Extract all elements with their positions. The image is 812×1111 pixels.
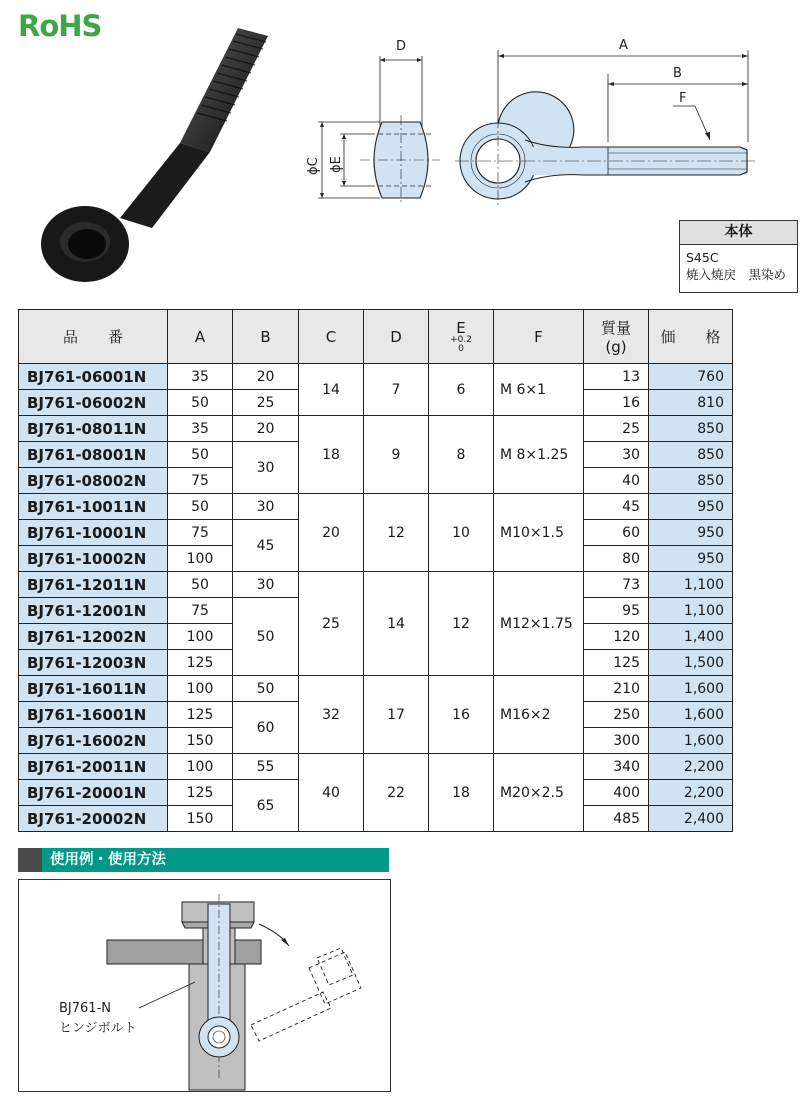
dim-c-cell: 14	[299, 364, 364, 416]
dim-c-cell: 18	[299, 416, 364, 494]
price-cell: 850	[649, 442, 733, 468]
dim-a-cell: 50	[168, 442, 233, 468]
dim-b-cell: 25	[233, 390, 299, 416]
dim-e-cell: 12	[429, 572, 494, 676]
dim-phic-label: ϕC	[306, 157, 321, 175]
price-cell: 1,100	[649, 572, 733, 598]
dim-d-cell: 12	[364, 494, 429, 572]
dim-d-cell: 14	[364, 572, 429, 676]
dim-a-cell: 100	[168, 754, 233, 780]
part-number-cell: BJ761-08001N	[19, 442, 168, 468]
mass-cell: 45	[584, 494, 649, 520]
dim-a-cell: 100	[168, 676, 233, 702]
dim-e-cell: 8	[429, 416, 494, 494]
usage-section-title: 使用例・使用方法	[50, 852, 166, 868]
col-header-part-no: 品 番	[19, 310, 168, 364]
usage-illustration	[18, 879, 391, 1092]
dim-f-label: F	[679, 91, 687, 106]
price-cell: 2,400	[649, 806, 733, 832]
price-cell: 1,600	[649, 728, 733, 754]
dim-a-cell: 75	[168, 520, 233, 546]
dim-d-cell: 7	[364, 364, 429, 416]
mass-cell: 485	[584, 806, 649, 832]
col-header-f: F	[494, 310, 584, 364]
dim-a-cell: 75	[168, 468, 233, 494]
dim-e-cell: 10	[429, 494, 494, 572]
col-header-d: D	[364, 310, 429, 364]
mass-cell: 16	[584, 390, 649, 416]
part-number-cell: BJ761-20001N	[19, 780, 168, 806]
table-row	[19, 494, 733, 520]
price-cell: 950	[649, 546, 733, 572]
thread-f-cell: M 8×1.25	[494, 416, 584, 494]
dim-a-cell: 125	[168, 702, 233, 728]
part-number-cell: BJ761-12011N	[19, 572, 168, 598]
dim-d-label: D	[396, 39, 407, 54]
dim-a-cell: 35	[168, 416, 233, 442]
price-cell: 2,200	[649, 780, 733, 806]
dim-a-cell: 75	[168, 598, 233, 624]
dim-e-cell: 16	[429, 676, 494, 754]
rohs-logo-text: RoHS	[18, 9, 102, 42]
dim-b-label: B	[673, 66, 682, 81]
price-cell: 950	[649, 520, 733, 546]
mass-cell: 95	[584, 598, 649, 624]
part-number-cell: BJ761-16002N	[19, 728, 168, 754]
dim-a-cell: 50	[168, 572, 233, 598]
mass-cell: 73	[584, 572, 649, 598]
price-cell: 810	[649, 390, 733, 416]
dim-b-cell: 20	[233, 416, 299, 442]
mass-cell: 210	[584, 676, 649, 702]
price-cell: 1,100	[649, 598, 733, 624]
usage-section-header	[18, 848, 389, 872]
mass-cell: 250	[584, 702, 649, 728]
dim-d-cell: 9	[364, 416, 429, 494]
dim-c-cell: 20	[299, 494, 364, 572]
table-row	[19, 572, 733, 598]
dim-b-cell: 30	[233, 572, 299, 598]
part-number-cell: BJ761-12001N	[19, 598, 168, 624]
part-number-cell: BJ761-12003N	[19, 650, 168, 676]
part-number-cell: BJ761-10011N	[19, 494, 168, 520]
col-header-price: 価 格	[649, 310, 733, 364]
dim-c-cell: 25	[299, 572, 364, 676]
dim-b-cell: 65	[233, 780, 299, 832]
table-row	[19, 364, 733, 390]
material-box	[679, 220, 798, 293]
dim-a-cell: 100	[168, 624, 233, 650]
dim-b-cell: 50	[233, 676, 299, 702]
col-header-e-label: E	[456, 318, 466, 337]
part-number-cell: BJ761-10001N	[19, 520, 168, 546]
table-row	[19, 754, 733, 780]
part-number-cell: BJ761-16011N	[19, 676, 168, 702]
mass-cell: 13	[584, 364, 649, 390]
price-cell: 760	[649, 364, 733, 390]
mass-cell: 120	[584, 624, 649, 650]
dim-b-cell: 20	[233, 364, 299, 390]
dim-a-cell: 125	[168, 650, 233, 676]
mass-cell: 25	[584, 416, 649, 442]
price-cell: 850	[649, 468, 733, 494]
usage-label-hinge-bolt: ヒンジボルト	[59, 1021, 137, 1036]
mass-cell: 80	[584, 546, 649, 572]
price-cell: 1,400	[649, 624, 733, 650]
price-cell: 1,600	[649, 702, 733, 728]
dim-a-cell: 150	[168, 806, 233, 832]
dim-c-cell: 40	[299, 754, 364, 832]
dim-d-cell: 17	[364, 676, 429, 754]
dim-e-cell: 6	[429, 364, 494, 416]
col-header-mass-line2: (g)	[605, 338, 627, 356]
table-row	[19, 416, 733, 442]
side-view-drawing	[300, 30, 450, 210]
dim-a-cell: 35	[168, 364, 233, 390]
thread-f-cell: M10×1.5	[494, 494, 584, 572]
thread-f-cell: M12×1.75	[494, 572, 584, 676]
mass-cell: 400	[584, 780, 649, 806]
col-header-c: C	[299, 310, 364, 364]
part-number-cell: BJ761-20002N	[19, 806, 168, 832]
dim-b-cell: 60	[233, 702, 299, 754]
dim-a-cell: 125	[168, 780, 233, 806]
mass-cell: 60	[584, 520, 649, 546]
dim-b-cell: 50	[233, 598, 299, 676]
material-treatment: 焼入焼戻 黒染め	[686, 267, 787, 282]
mass-cell: 340	[584, 754, 649, 780]
col-header-e	[429, 310, 494, 364]
price-cell: 2,200	[649, 754, 733, 780]
thread-f-cell: M16×2	[494, 676, 584, 754]
price-cell: 1,500	[649, 650, 733, 676]
thread-f-cell: M 6×1	[494, 364, 584, 416]
dim-phie-label: ϕE	[329, 156, 344, 173]
part-number-cell: BJ761-08002N	[19, 468, 168, 494]
mass-cell: 30	[584, 442, 649, 468]
usage-label-part: BJ761-N	[59, 1001, 111, 1016]
price-cell: 850	[649, 416, 733, 442]
part-number-cell: BJ761-08011N	[19, 416, 168, 442]
part-number-cell: BJ761-12002N	[19, 624, 168, 650]
mass-cell: 125	[584, 650, 649, 676]
dim-d-cell: 22	[364, 754, 429, 832]
dim-b-cell: 55	[233, 754, 299, 780]
mass-cell: 40	[584, 468, 649, 494]
dim-a-cell: 50	[168, 390, 233, 416]
col-header-b: B	[233, 310, 299, 364]
part-number-cell: BJ761-10002N	[19, 546, 168, 572]
col-header-mass	[584, 310, 649, 364]
dim-b-cell: 30	[233, 494, 299, 520]
part-number-cell: BJ761-06002N	[19, 390, 168, 416]
table-row	[19, 676, 733, 702]
dim-a-cell: 50	[168, 494, 233, 520]
front-view-drawing	[455, 30, 765, 210]
part-number-cell: BJ761-06001N	[19, 364, 168, 390]
mass-cell: 300	[584, 728, 649, 754]
price-cell: 950	[649, 494, 733, 520]
table-header-row	[19, 310, 733, 364]
dim-e-cell: 18	[429, 754, 494, 832]
usage-header-marker	[18, 848, 42, 872]
e-tolerance-upper: +0.2	[450, 334, 472, 345]
material-header: 本体	[680, 221, 797, 245]
dim-a-cell: 100	[168, 546, 233, 572]
dim-c-cell: 32	[299, 676, 364, 754]
col-header-a: A	[168, 310, 233, 364]
spec-table	[18, 309, 733, 832]
dim-b-cell: 45	[233, 520, 299, 572]
thread-f-cell: M20×2.5	[494, 754, 584, 832]
price-cell: 1,600	[649, 676, 733, 702]
dim-b-cell: 30	[233, 442, 299, 494]
col-header-mass-line1: 質量	[600, 319, 631, 337]
material-steel: S45C	[686, 250, 719, 265]
e-tolerance-lower: 0	[458, 343, 464, 354]
part-number-cell: BJ761-16001N	[19, 702, 168, 728]
dim-a-label: A	[619, 38, 628, 53]
dim-a-cell: 150	[168, 728, 233, 754]
part-number-cell: BJ761-20011N	[19, 754, 168, 780]
product-photo	[40, 22, 280, 287]
